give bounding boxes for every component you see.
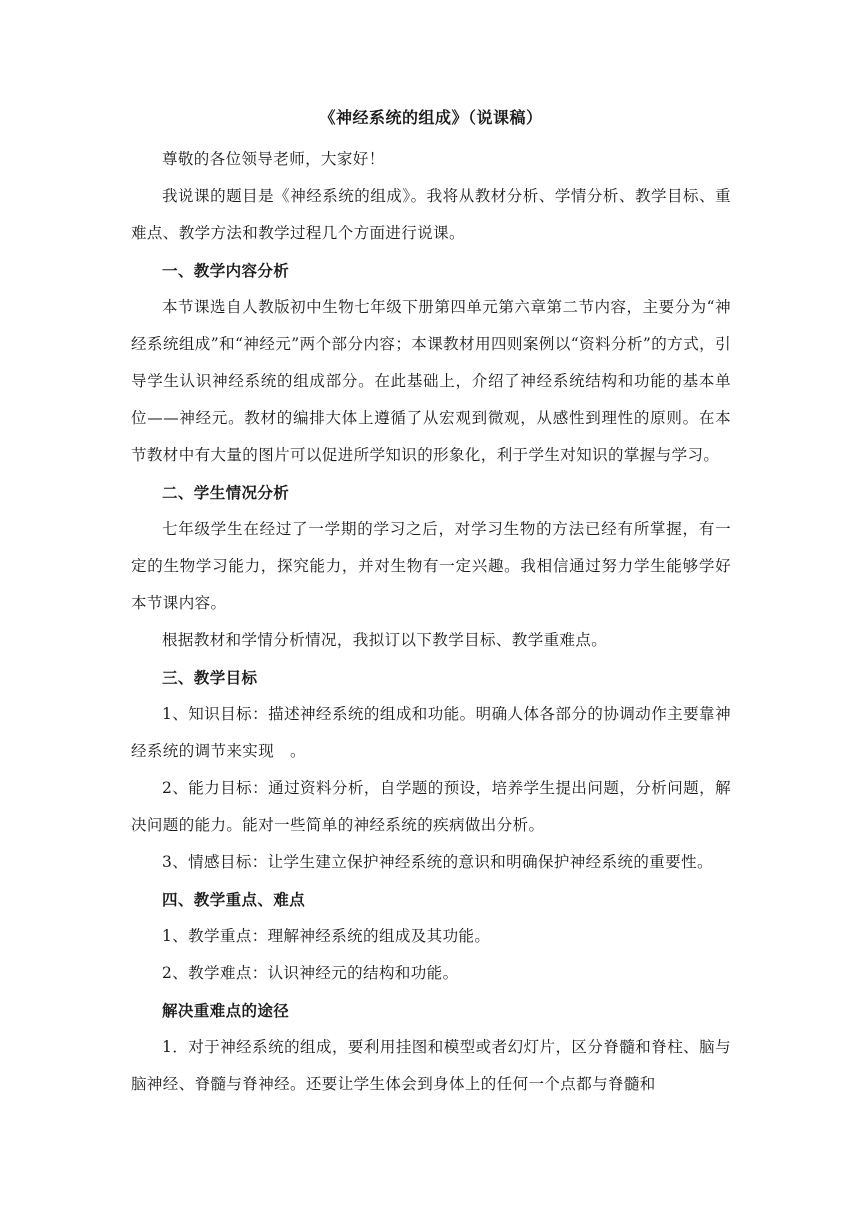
document-page <box>131 105 731 1103</box>
solution-paragraph: 1．对于神经系统的组成，要利用挂图和模型或者幻灯片，区分脊髓和脊柱、脑与脑神经、脊髓与脊神经。还要让学生体会到身体上的任何一个点都与脊髓和 <box>131 1038 731 1093</box>
greeting-paragraph: 尊敬的各位领导老师，大家好！ <box>162 150 385 168</box>
goal-item-ability: 2、能力目标：通过资料分析，自学题的预设，培养学生提出问题，分析问题，解决问题的能力。能对一些简单的神经系统的疾病做出分析。 <box>131 779 731 834</box>
section-heading-content-analysis: 一、教学内容分析 <box>162 261 290 280</box>
document-title: 《神经系统的组成》（说课稿） <box>319 108 543 127</box>
section-heading-solutions: 解决重难点的途径 <box>162 1001 290 1020</box>
section-heading-student-analysis: 二、学生情况分析 <box>162 483 290 502</box>
difficult-point-item: 2、教学难点：认识神经元的结构和功能。 <box>162 964 459 982</box>
transition-paragraph: 根据教材和学情分析情况，我拟订以下教学目标、教学重难点。 <box>162 631 608 649</box>
section-heading-teaching-goals: 三、教学目标 <box>162 668 258 687</box>
section-heading-key-points: 四、教学重点、难点 <box>162 890 306 909</box>
goal-item-emotion: 3、情感目标：让学生建立保护神经系统的意识和明确保护神经系统的重要性。 <box>162 853 713 871</box>
intro-paragraph: 我说课的题目是《神经系统的组成》。我将从教材分析、学情分析、教学目标、重难点、教学方法和教学过程几个方面进行说课。 <box>131 187 731 242</box>
content-analysis-paragraph: 本节课选自人教版初中生物七年级下册第四单元第六章第二节内容，主要分为“神经系统组成”和“神经元”两个部分内容；本课教材用四则案例以“资料分析”的方式，引导学生认识神经系统的组成部分。在此基础上，介绍了神经系统结构和功能的基本单位——神经元。教材的编排大体上遵循了从宏观到微观，从感性到理性的原则。在本节教材中有大量的图片可以促进所学知识的形象化，利于学生对知识的掌握与学习。 <box>131 298 731 464</box>
student-analysis-paragraph: 七年级学生在经过了一学期的学习之后，对学习生物的方法已经有所掌握，有一定的生物学习能力，探究能力，并对生物有一定兴趣。我相信通过努力学生能够学好本节课内容。 <box>131 520 731 612</box>
key-point-item: 1、教学重点：理解神经系统的组成及其功能。 <box>162 927 491 945</box>
goal-item-knowledge: 1、知识目标：描述神经系统的组成和功能。明确人体各部分的协调动作主要靠神经系统的调节来实现 。 <box>131 705 731 760</box>
